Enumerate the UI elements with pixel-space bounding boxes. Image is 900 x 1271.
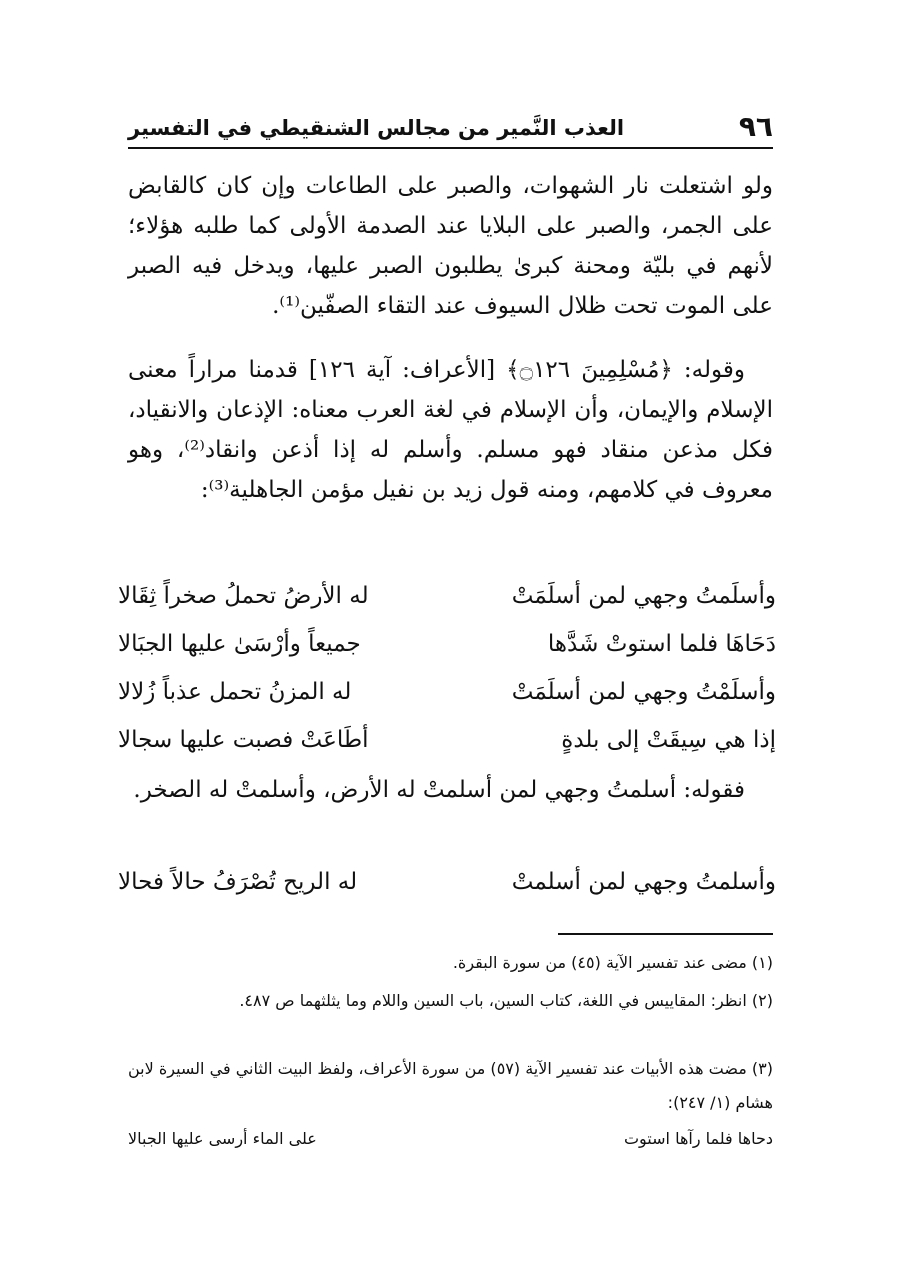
verse-second-hemistich: له الريح تُصْرَفُ حالاً فحالا <box>118 869 358 895</box>
verse-first-hemistich: إذا هي سِيقَتْ إلى بلدةٍ <box>561 727 776 753</box>
footnote-verse-first: دحاها فلما رآها استوت <box>623 1129 773 1148</box>
verse-line <box>118 858 778 906</box>
poem-verse-final <box>118 858 778 906</box>
page-number: ٩٦ <box>738 110 773 143</box>
footnote-verse <box>128 1124 773 1154</box>
verse-line <box>118 668 778 716</box>
verse-line <box>118 716 778 764</box>
paragraph-islam-meaning: وقوله: ﴿مُسْلِمِينَ ۝١٢٦﴾ [الأعراف: آية ١٢٦] قدمنا مراراً معنى الإسلام والإيمان، وأن الإسلام في لغة العرب معناه: الإذعان والانقياد، فكل مذعن منقاد فهو مسلم. وأسلم له إذا أذعن وانقاد⁽²⁾، وهو معروف في كلامهم، ومنه قول زيد بن نفيل مؤمن الجاهلية⁽³⁾: <box>128 357 773 503</box>
verse-second-hemistich: جميعاً وأرْسَىٰ عليها الجبَالا <box>118 631 361 657</box>
paragraph-patience: ولو اشتعلت نار الشهوات، والصبر على الطاعات وإن كان كالقابض على الجمر، والصبر على البلايا عند الصدمة الأولى كما طلبه هؤلاء؛ لأنهم في بليّة ومحنة كبرىٰ يطلبون الصبر عليها، ويدخل فيه الصبر على الموت تحت ظلال السيوف عند التقاء الصفّين⁽¹⁾. <box>128 173 773 319</box>
page-header <box>128 108 773 142</box>
verse-first-hemistich: دَحَاهَا فلما استوتْ شَدَّها <box>547 631 776 657</box>
footnote-2: (٢) انظر: المقاييس في اللغة، كتاب السين، باب السين واللام وما يثلثهما ص ٤٨٧. <box>239 991 773 1010</box>
footnote-rule <box>558 933 773 935</box>
verse-first-hemistich: وأسلمتُ وجهي لمن أسلمتْ <box>511 869 776 895</box>
footnote-1: (١) مضى عند تفسير الآية (٤٥) من سورة البقرة. <box>452 953 773 972</box>
verse-line <box>118 572 778 620</box>
footnote-verse-second: على الماء أرسى عليها الجبالا <box>128 1129 317 1148</box>
running-title: العذب النَّمير من مجالس الشنقيطي في التفسير <box>128 116 625 140</box>
verse-first-hemistich: وأسلَمتُ وجهي لمن أسلَمَتْ <box>511 583 776 609</box>
poem-verses <box>118 572 778 764</box>
verse-line <box>118 620 778 668</box>
verse-second-hemistich: له المزنُ تحمل عذباً زُلالا <box>118 679 352 705</box>
verse-first-hemistich: وأسلَمْتُ وجهي لمن أسلَمَتْ <box>511 679 776 705</box>
paragraph-explanation: فقوله: أسلمتُ وجهي لمن أسلمتْ له الأرض، وأسلمتْ له الصخر. <box>133 777 745 803</box>
verse-second-hemistich: له الأرضُ تحملُ صخراً ثِقَالا <box>118 583 369 609</box>
header-rule <box>128 147 773 149</box>
verse-second-hemistich: أطَاعَتْ فصبت عليها سجالا <box>118 727 369 753</box>
footnote-3: (٣) مضت هذه الأبيات عند تفسير الآية (٥٧) من سورة الأعراف، ولفظ البيت الثاني في السيرة لابن هشام (١/ ٢٤٧): <box>128 1059 773 1112</box>
